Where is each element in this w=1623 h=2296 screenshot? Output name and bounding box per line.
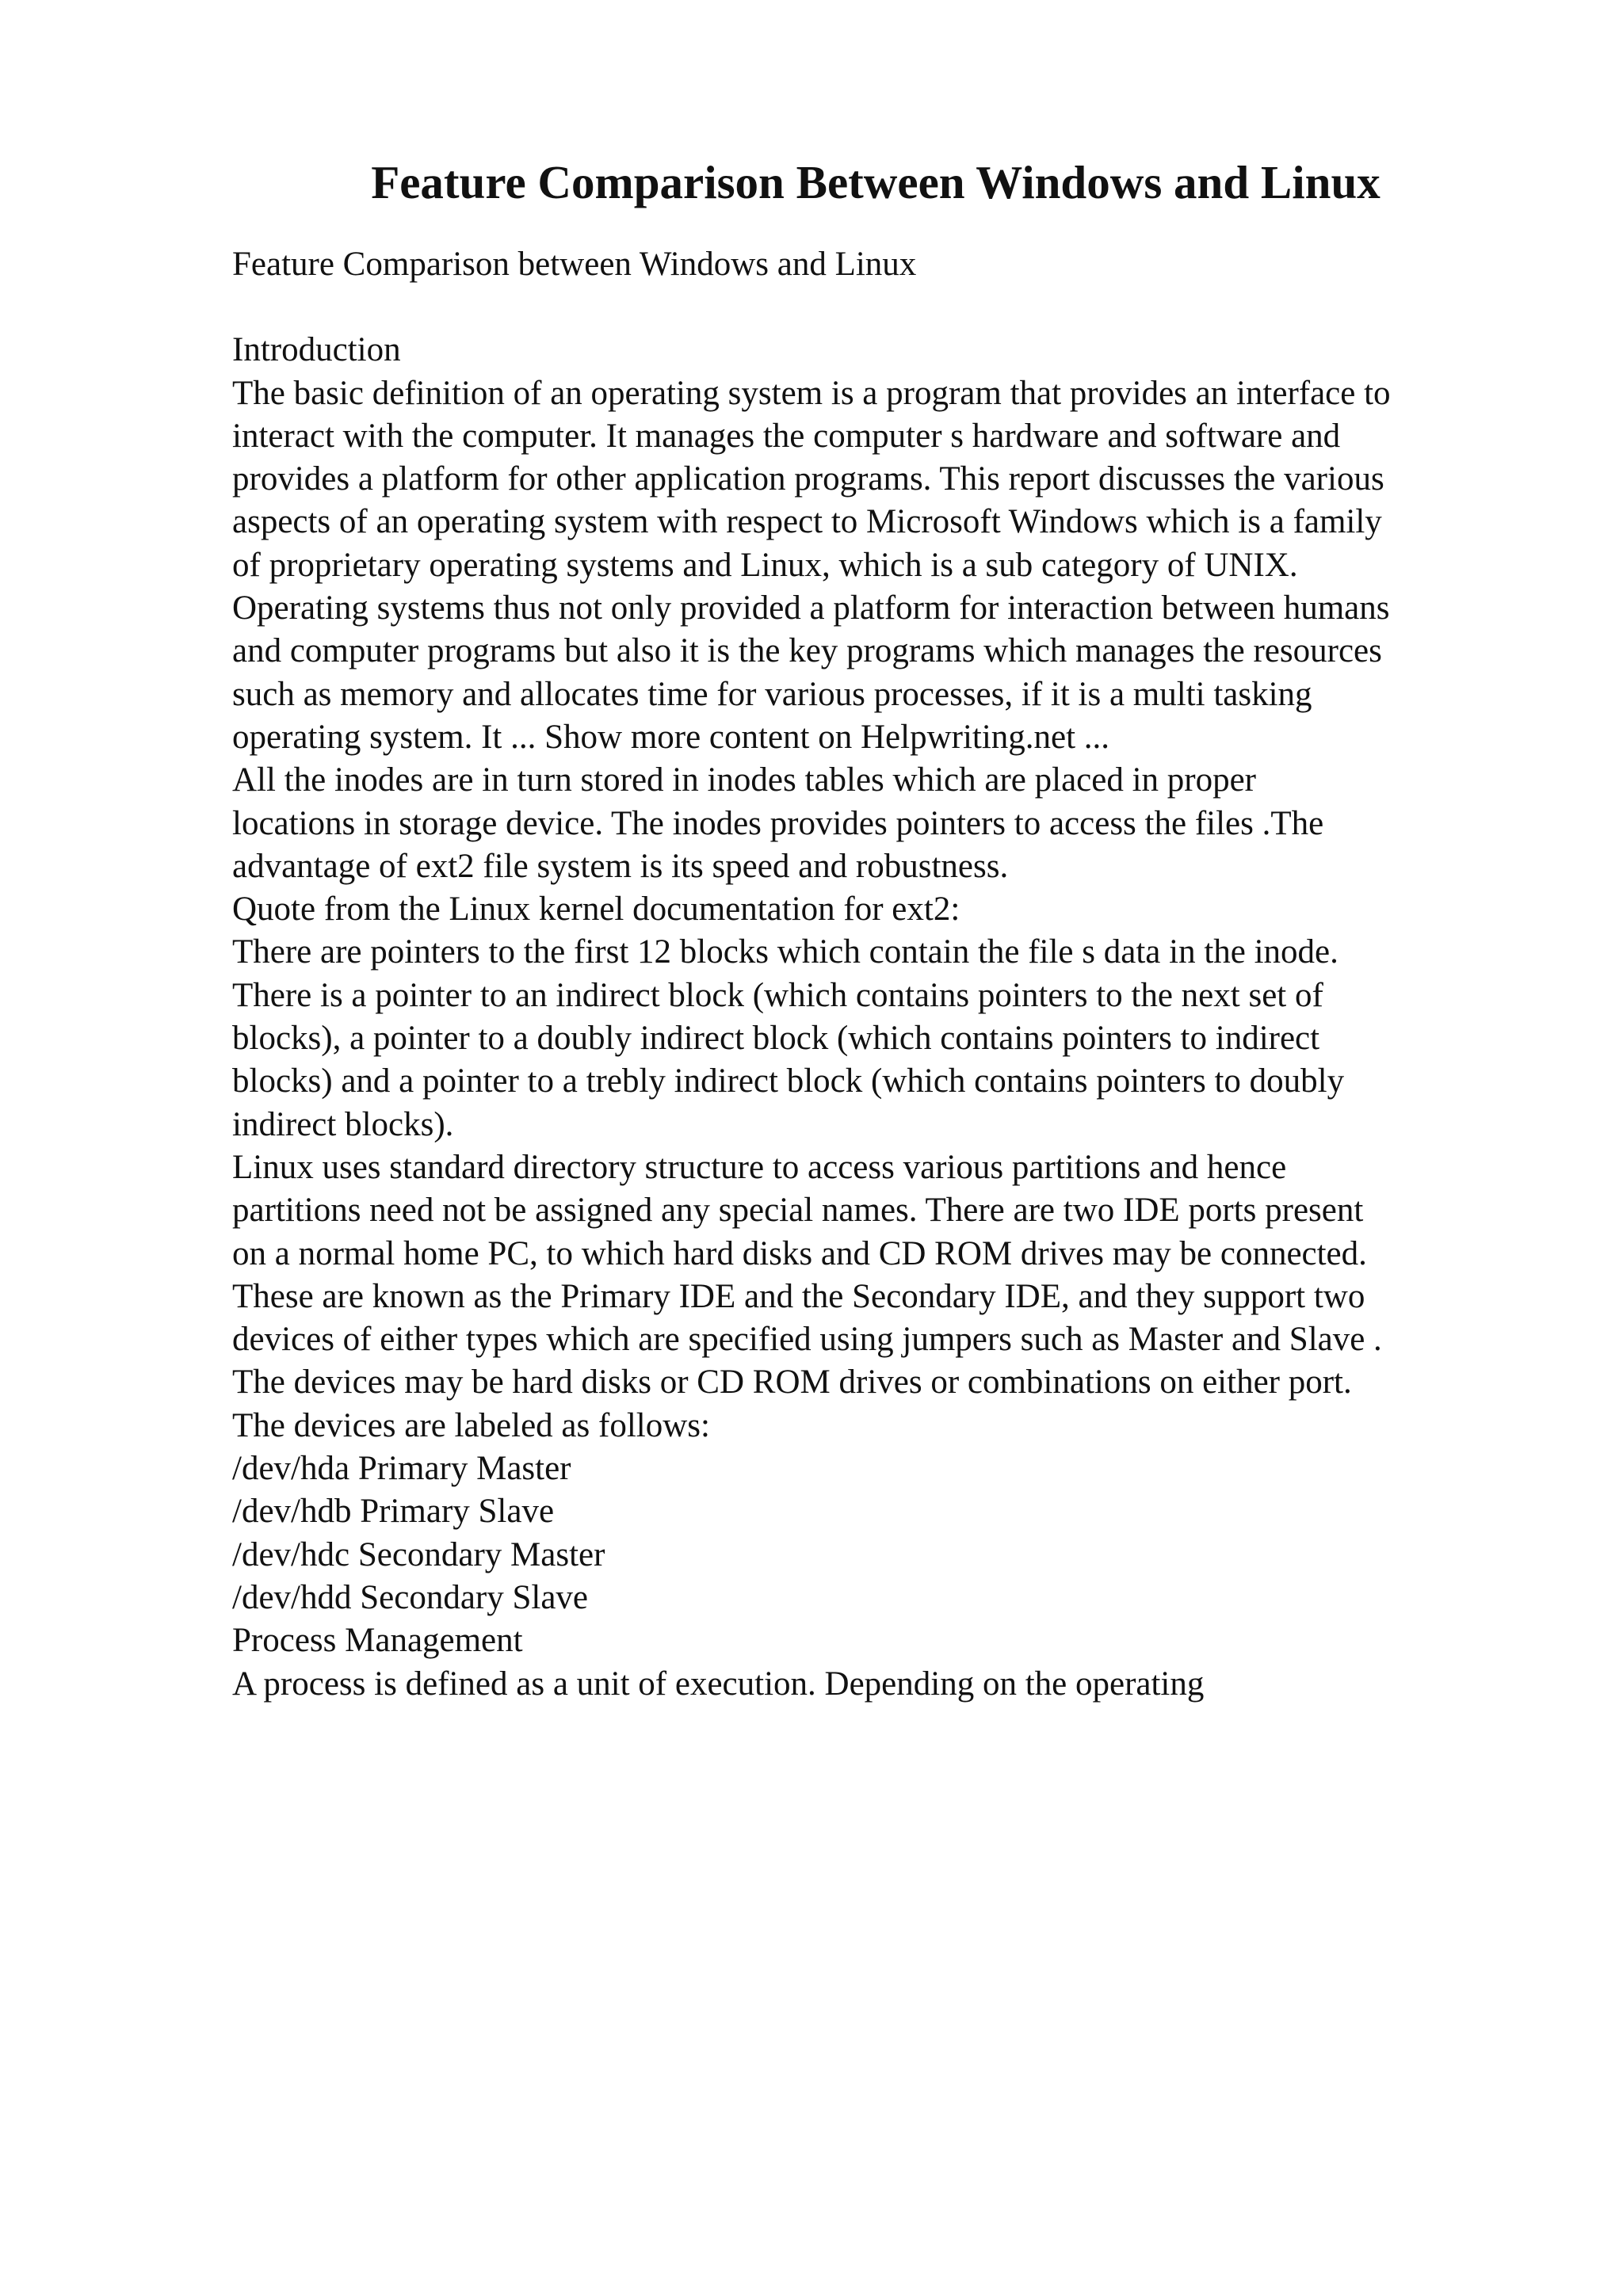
text-line: Introduction bbox=[232, 331, 401, 369]
text-lines bbox=[232, 329, 1516, 1706]
text-line: aspects of an operating system with respect to Microsoft Windows which is a family bbox=[232, 503, 1382, 541]
document-body bbox=[232, 243, 1516, 1706]
text-line: There is a pointer to an indirect block (which contains pointers to the next set of bbox=[232, 976, 1323, 1014]
document-subtitle: Feature Comparison between Windows and Linux bbox=[232, 246, 917, 283]
text-line: /dev/hdb Primary Slave bbox=[232, 1493, 555, 1531]
text-line: interact with the computer. It manages the computer s hardware and software and bbox=[232, 417, 1341, 455]
text-line: advantage of ext2 file system is its speed and robustness. bbox=[232, 847, 1009, 885]
text-line: blocks) and a pointer to a trebly indirect block (which contains pointers to doubly bbox=[232, 1062, 1345, 1100]
text-line: The basic definition of an operating system is a program that provides an interface to bbox=[232, 374, 1391, 412]
document-title: Feature Comparison Between Windows and Linux bbox=[371, 156, 1381, 208]
text-line: and computer programs but also it is the key programs which manages the resources bbox=[232, 632, 1382, 670]
text-line: indirect blocks). bbox=[232, 1105, 454, 1143]
text-line: Operating systems thus not only provided a platform for interaction between humans bbox=[232, 589, 1390, 627]
text-line: devices of either types which are specified using jumpers such as Master and Slave . bbox=[232, 1321, 1382, 1359]
text-line: /dev/hdc Secondary Master bbox=[232, 1535, 605, 1573]
text-line: of proprietary operating systems and Linux, which is a sub category of UNIX. bbox=[232, 546, 1298, 584]
text-line: Linux uses standard directory structure to access various partitions and hence bbox=[232, 1148, 1287, 1186]
text-line: The devices may be hard disks or CD ROM drives or combinations on either port. bbox=[232, 1363, 1352, 1402]
text-line: on a normal home PC, to which hard disks and CD ROM drives may be connected. bbox=[232, 1234, 1367, 1272]
text-line: /dev/hdd Secondary Slave bbox=[232, 1578, 589, 1616]
text-line: such as memory and allocates time for various processes, if it is a multi tasking bbox=[232, 675, 1312, 713]
text-line: locations in storage device. The inodes provides pointers to access the files .The bbox=[232, 804, 1324, 842]
text-line: partitions need not be assigned any special names. There are two IDE ports present bbox=[232, 1192, 1364, 1230]
text-line: There are pointers to the first 12 blocks which contain the file s data in the inode. bbox=[232, 933, 1338, 971]
text-line: These are known as the Primary IDE and the Secondary IDE, and they support two bbox=[232, 1277, 1365, 1315]
text-line: A process is defined as a unit of execution. Depending on the operating bbox=[232, 1665, 1205, 1703]
text-line: Process Management bbox=[232, 1622, 523, 1660]
text-line: Quote from the Linux kernel documentation for ext2: bbox=[232, 891, 960, 929]
text-line: All the inodes are in turn stored in inodes tables which are placed in proper bbox=[232, 761, 1256, 799]
text-line: /dev/hda Primary Master bbox=[232, 1450, 571, 1488]
text-line: operating system. It ... Show more content on Helpwriting.net ... bbox=[232, 718, 1110, 756]
text-line: blocks), a pointer to a doubly indirect block (which contains pointers to indirect bbox=[232, 1020, 1320, 1058]
text-line: The devices are labeled as follows: bbox=[232, 1406, 710, 1444]
text-line: provides a platform for other application programs. This report discusses the various bbox=[232, 460, 1384, 498]
